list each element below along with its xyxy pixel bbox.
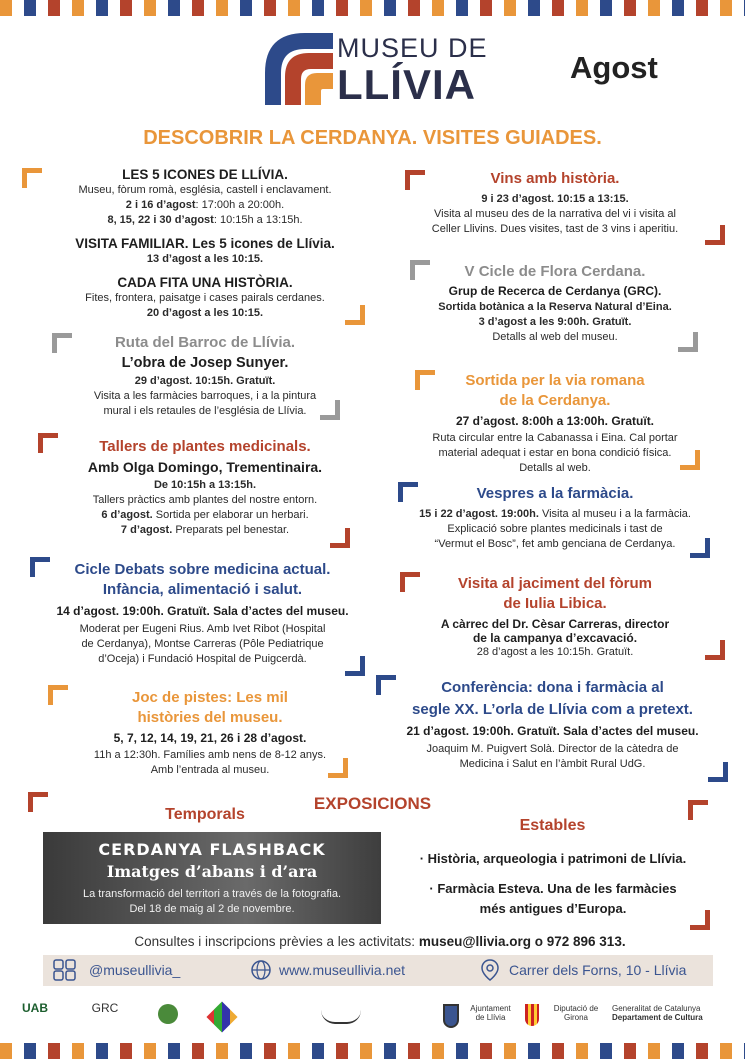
corner-tl [688, 800, 708, 820]
stripe-segment [408, 1043, 420, 1059]
corner-br [690, 910, 710, 930]
stripe-segment [732, 1043, 744, 1059]
stripe-segment [300, 0, 312, 16]
estable-item-2b: més antigues d’Europa. [479, 901, 627, 916]
stripe-segment [696, 1043, 708, 1059]
vespres-date-b: 15 i 22 d’agost. 19:00h. [419, 508, 539, 520]
jaciment-title1: Visita al jaciment del fòrum [458, 575, 652, 592]
stripe-segment [660, 0, 672, 16]
stripe-segment [660, 1043, 672, 1059]
familiar-block [30, 235, 380, 267]
corner-br [345, 305, 365, 325]
stripe-segment [96, 1043, 108, 1059]
conferencia-desc2: Medicina i Salut en l’àmbit Rural UdG. [459, 758, 646, 770]
stripe-segment [492, 0, 504, 16]
icones-title: LES 5 ICONES DE LLÍVIA. [122, 167, 288, 182]
consultes-line [40, 934, 720, 949]
month-title: Agost [570, 50, 658, 85]
stripe-segment [204, 1043, 216, 1059]
stripe-segment [456, 1043, 468, 1059]
stripe-segment [588, 0, 600, 16]
tallers-desc: Tallers pràctics amb plantes del nostre entorn. [92, 494, 318, 506]
romana-title2: de la Cerdanya. [499, 392, 611, 409]
corner-br [328, 758, 348, 778]
romana-title1: Sortida per la via romana [465, 372, 645, 389]
top-stripe [0, 0, 745, 16]
flashback-desc1: La transformació del territori a través de la fotografia. [82, 888, 341, 900]
stripe-segment [516, 0, 528, 16]
stripe-segment [168, 1043, 180, 1059]
signature-logo-icon [312, 1004, 370, 1024]
stripe-segment [132, 1043, 144, 1059]
corner-br [320, 400, 340, 420]
stripe-segment [456, 0, 468, 16]
stripe-segment [216, 1043, 228, 1059]
corner-br [690, 538, 710, 558]
stripe-segment [636, 0, 648, 16]
vespres-desc1: Explicació sobre plantes medicinals i tast de [447, 523, 663, 535]
tallers-d1-b: 6 d’agost. [101, 509, 153, 521]
pistes-desc1: 11h a 12:30h. Famílies amb nens de 8-12 anys. [93, 749, 327, 761]
stripe-segment [36, 0, 48, 16]
stripe-segment [432, 0, 444, 16]
corner-br [705, 640, 725, 660]
debats-desc3: d’Oceja) i Fundació Hospital de Puigcerdà. [98, 653, 307, 665]
stripe-segment [324, 0, 336, 16]
location-pin-icon [481, 959, 499, 981]
stripe-segment [228, 1043, 240, 1059]
romana-block [400, 371, 710, 476]
logo-line1: MUSEU DE [337, 33, 488, 63]
flashback-banner [43, 832, 381, 924]
stripe-segment [180, 0, 192, 16]
sponsor-girona: Diputació de Girona [553, 1004, 599, 1022]
jaciment-sub2: de la campanya d’excavació. [472, 631, 638, 645]
stripe-segment [576, 1043, 588, 1059]
icones-block [30, 166, 380, 228]
tallers-block [40, 437, 370, 538]
corner-br [345, 656, 365, 676]
stripe-segment [636, 1043, 648, 1059]
vespres-title: Vespres a la farmàcia. [476, 485, 634, 502]
flashback-desc [43, 887, 381, 917]
stripe-segment [84, 1043, 96, 1059]
estable-item-2a: · Farmàcia Esteva. Una de les farmàcies [429, 881, 677, 896]
jaciment-sub1: A càrrec del Dr. Cèsar Carreras, director [440, 617, 670, 631]
debats-desc1: Moderat per Eugeni Rius. Amb Ivet Ribot (Hospital [79, 623, 326, 635]
icones-dates2: : 10:15h a 13:15h. [213, 214, 303, 226]
debats-date: 14 d’agost. 19:00h. Gratuït. Sala d’actes del museu. [56, 604, 349, 618]
estable-item-1: · Història, arqueologia i patrimoni de Llívia. [419, 851, 687, 866]
pistes-title2: històries del museu. [137, 709, 283, 726]
vins-desc1: Visita al museu des de la narrativa del vi i visita al [434, 208, 676, 220]
stripe-segment [288, 0, 300, 16]
stripe-segment [192, 1043, 204, 1059]
tallers-time: De 10:15h a 13:15h. [153, 479, 257, 491]
stripe-segment [252, 0, 264, 16]
stripe-segment [264, 1043, 276, 1059]
vins-title: Vins amb història. [490, 170, 620, 187]
stripe-segment [444, 0, 456, 16]
corner-tl [28, 792, 48, 812]
icones-dates1-b: 2 i 16 d’agost [125, 199, 196, 211]
stripe-segment [60, 1043, 72, 1059]
sponsor-grc: GRC [91, 1001, 119, 1015]
expo-title: EXPOSICIONS [313, 794, 432, 813]
icones-dates2-b: 8, 15, 22 i 30 d’agost [107, 214, 214, 226]
stripe-segment [168, 0, 180, 16]
pistes-title1: Joc de pistes: Les mil [132, 689, 288, 706]
stripe-segment [264, 0, 276, 16]
barroc-desc1: Visita a les farmàcies barroques, i a la pintura [93, 390, 317, 402]
stripe-segment [0, 0, 12, 16]
conferencia-date: 21 d’agost. 19:00h. Gratuït. Sala d’actes del museu. [406, 724, 699, 738]
flora-date: 3 d’agost a les 9:00h. Gratuït. [478, 316, 632, 328]
stripe-segment [360, 1043, 372, 1059]
stripe-segment [276, 0, 288, 16]
barroc-title: Ruta del Barroc de Llívia. [114, 334, 296, 351]
consultes-contact[interactable]: museu@llivia.org o 972 896 313. [418, 934, 626, 949]
sponsor-ajuntament: Ajuntament de Llívia [470, 1004, 511, 1022]
expo-temporals: Temporals [165, 806, 245, 823]
stripe-segment [540, 0, 552, 16]
stripe-segment [420, 0, 432, 16]
flora-sub2: Sortida botànica a la Reserva Natural d’Eina. [438, 301, 672, 313]
stripe-segment [84, 0, 96, 16]
stripe-segment [48, 1043, 60, 1059]
stripe-segment [192, 0, 204, 16]
corner-br [708, 762, 728, 782]
tallers-subtitle: Amb Olga Domingo, Trementinaira. [87, 459, 323, 475]
stripe-segment [108, 1043, 120, 1059]
stripe-segment [552, 0, 564, 16]
stripe-segment [396, 0, 408, 16]
stripe-segment [312, 1043, 324, 1059]
sponsor-uab: UAB [22, 1001, 48, 1015]
conferencia-title2: segle XX. L’orla de Llívia com a pretext. [412, 701, 693, 718]
stripe-segment [120, 0, 132, 16]
stripe-segment [384, 1043, 396, 1059]
stripe-segment [480, 0, 492, 16]
gencat-line1: Generalitat de Catalunya [612, 1004, 701, 1013]
stripe-segment [36, 1043, 48, 1059]
romana-date: 27 d’agost. 8:00h a 13:00h. Gratuït. [455, 414, 655, 428]
stripe-segment [588, 1043, 600, 1059]
logo-arcs-icon [265, 33, 333, 105]
corner-br [705, 225, 725, 245]
stripe-segment [156, 0, 168, 16]
stripe-segment [576, 0, 588, 16]
flora-desc: Detalls al web del museu. [492, 331, 618, 343]
flashback-dates: Del 18 de maig al 2 de novembre. [129, 903, 295, 915]
vespres-date: Visita al museu i a la farmàcia. [538, 508, 691, 520]
stripe-segment [132, 0, 144, 16]
stripe-segment [672, 0, 684, 16]
stripe-segment [432, 1043, 444, 1059]
vins-date: 9 i 23 d’agost. 10:15 a 13:15. [481, 193, 629, 205]
stripe-segment [600, 0, 612, 16]
stripe-segment [516, 1043, 528, 1059]
stripe-segment [336, 0, 348, 16]
stripe-segment [24, 1043, 36, 1059]
flashback-subtitle: Imatges d’abans i d’ara [106, 862, 318, 881]
fita-date: 20 d’agost a les 10:15. [146, 307, 264, 319]
barroc-date: 29 d’agost. 10:15h. Gratuït. [134, 375, 276, 387]
stripe-segment [444, 1043, 456, 1059]
barroc-subtitle: L’obra de Josep Sunyer. [121, 355, 289, 371]
stripe-segment [12, 1043, 24, 1059]
flora-title: V Cicle de Flora Cerdana. [464, 263, 646, 280]
corner-br [680, 450, 700, 470]
stripe-segment [108, 0, 120, 16]
stripe-segment [144, 0, 156, 16]
stripe-segment [540, 1043, 552, 1059]
stripe-segment [144, 1043, 156, 1059]
vespres-desc2: “Vermut el Bosc”, fet amb genciana de Cerdanya. [434, 538, 676, 550]
vins-block [400, 169, 710, 237]
debats-block [25, 560, 380, 667]
romana-desc3: Detalls al web. [519, 462, 591, 474]
conferencia-desc1: Joaquim M. Puigvert Solà. Director de la càtedra de [426, 743, 679, 755]
stripe-segment [120, 1043, 132, 1059]
stripe-segment [240, 1043, 252, 1059]
stripe-segment [312, 0, 324, 16]
stripe-segment [480, 1043, 492, 1059]
globe-icon [250, 959, 272, 981]
stripe-segment [324, 1043, 336, 1059]
debats-title2: Infància, alimentació i salut. [102, 581, 303, 598]
hospital-logo-icon [152, 1004, 184, 1024]
stripe-segment [24, 0, 36, 16]
stripe-segment [72, 1043, 84, 1059]
tallers-d1: Sortida per elaborar un herbari. [152, 509, 309, 521]
stripe-segment [348, 1043, 360, 1059]
stripe-segment [504, 1043, 516, 1059]
address: Carrer dels Forns, 10 - Llívia [509, 962, 687, 978]
pistes-desc2: Amb l’entrada al museu. [150, 764, 270, 776]
romana-desc1: Ruta circular entre la Cabanassa i Eina. Cal portar [432, 432, 678, 444]
main-title: DESCOBRIR LA CERDANYA. VISITES GUIADES. [143, 127, 602, 149]
corner-br [330, 528, 350, 548]
stripe-segment [420, 1043, 432, 1059]
stripe-segment [600, 1043, 612, 1059]
stripe-segment [276, 1043, 288, 1059]
gencat-line2: Departament de Cultura [612, 1013, 703, 1022]
conferencia-block [380, 678, 725, 772]
expo-estables: Estables [519, 817, 586, 834]
stripe-segment [252, 1043, 264, 1059]
stripe-segment [708, 0, 720, 16]
jaciment-date: 28 d’agost a les 10:15h. Gratuït. [476, 646, 634, 658]
stripe-segment [48, 0, 60, 16]
logo-line2: LLÍVIA [337, 61, 476, 108]
flora-subtitle: Grup de Recerca de Cerdanya (GRC). [448, 284, 662, 298]
stripe-segment [60, 0, 72, 16]
familiar-title: VISITA FAMILIAR. Les 5 icones de Llívia. [75, 236, 335, 251]
debats-desc2: de Cerdanya), Montse Carreras (Pôle Pediatrique [81, 638, 324, 650]
estable-item-2 [398, 879, 708, 919]
conferencia-title1: Conferència: dona i farmàcia al [441, 679, 664, 696]
debats-title1: Cicle Debats sobre medicina actual. [74, 561, 331, 578]
stripe-segment [288, 1043, 300, 1059]
stripe-segment [528, 0, 540, 16]
stripe-segment [384, 0, 396, 16]
icones-dates1: : 17:00h a 20:00h. [195, 199, 285, 211]
flashback-title: CERDANYA FLASHBACK [98, 840, 326, 859]
stripe-segment [408, 0, 420, 16]
bottom-stripe [0, 1043, 745, 1059]
stripe-segment [216, 0, 228, 16]
stripe-segment [612, 0, 624, 16]
stripe-segment [300, 1043, 312, 1059]
stripe-segment [624, 1043, 636, 1059]
stripe-segment [468, 1043, 480, 1059]
sponsor-logos [0, 1000, 745, 1036]
stripe-segment [360, 0, 372, 16]
tallers-d2-b: 7 d’agost. [120, 524, 173, 536]
flora-block [400, 262, 710, 345]
stripe-segment [72, 0, 84, 16]
stripe-segment [396, 1043, 408, 1059]
consultes-text: Consultes i inscripcions prèvies a les activitats: [134, 934, 416, 949]
website-link[interactable]: www.museullivia.net [279, 962, 406, 978]
contact-bar [43, 955, 713, 986]
stripe-segment [564, 1043, 576, 1059]
stripe-segment [684, 1043, 696, 1059]
stripe-segment [12, 0, 24, 16]
jaciment-title2: de Iulia Libica. [503, 595, 607, 612]
stripe-segment [708, 1043, 720, 1059]
fita-title: CADA FITA UNA HISTÒRIA. [117, 275, 293, 290]
fita-desc: Fites, frontera, paisatge i cases pairals cerdanes. [85, 292, 325, 304]
barroc-desc2: mural i els retaules de l’església de Llívia. [103, 405, 307, 417]
stripe-segment [204, 0, 216, 16]
hospital-cerdanya-logo-icon [205, 1004, 295, 1028]
stripe-segment [504, 0, 516, 16]
stripe-segment [672, 1043, 684, 1059]
stripe-segment [372, 1043, 384, 1059]
social-icons-icon [53, 959, 77, 981]
stripe-segment [612, 1043, 624, 1059]
jaciment-block [400, 574, 710, 660]
stripe-segment [696, 0, 708, 16]
stripe-segment [180, 1043, 192, 1059]
stripe-segment [528, 1043, 540, 1059]
stripe-segment [732, 0, 744, 16]
stripe-segment [492, 1043, 504, 1059]
stripe-segment [372, 0, 384, 16]
vespres-block [400, 484, 710, 552]
stripe-segment [648, 0, 660, 16]
tallers-d2: Preparats pel benestar. [172, 524, 290, 536]
stripe-segment [648, 1043, 660, 1059]
stripe-segment [240, 0, 252, 16]
corner-br [678, 332, 698, 352]
icones-desc: Museu, fòrum romà, església, castell i enclavament. [78, 184, 332, 196]
fita-block [30, 274, 380, 321]
romana-desc2: material adequat i estar en bona condició física. [438, 447, 672, 459]
tallers-title: Tallers de plantes medicinals. [99, 438, 311, 455]
shield-girona-icon [522, 1004, 542, 1026]
stripe-segment [468, 0, 480, 16]
stripe-segment [564, 0, 576, 16]
stripe-segment [0, 1043, 12, 1059]
stripe-segment [552, 1043, 564, 1059]
museum-logo [265, 33, 495, 108]
shield-llivia-icon [440, 1004, 462, 1028]
pistes-dates: 5, 7, 12, 14, 19, 21, 26 i 28 d’agost. [113, 731, 307, 745]
stripe-segment [336, 1043, 348, 1059]
familiar-date: 13 d’agost a les 10:15. [146, 253, 264, 265]
stripe-segment [684, 0, 696, 16]
stripe-segment [348, 0, 360, 16]
stripe-segment [156, 1043, 168, 1059]
vins-desc2: Celler Llivins. Dues visites, tast de 3 vins i aperitiu. [431, 223, 679, 235]
stripe-segment [720, 1043, 732, 1059]
stripe-segment [96, 0, 108, 16]
sponsor-gencat [612, 1004, 732, 1022]
stripe-segment [228, 0, 240, 16]
social-handle[interactable]: @museullivia_ [89, 962, 181, 978]
stripe-segment [624, 0, 636, 16]
stripe-segment [720, 0, 732, 16]
